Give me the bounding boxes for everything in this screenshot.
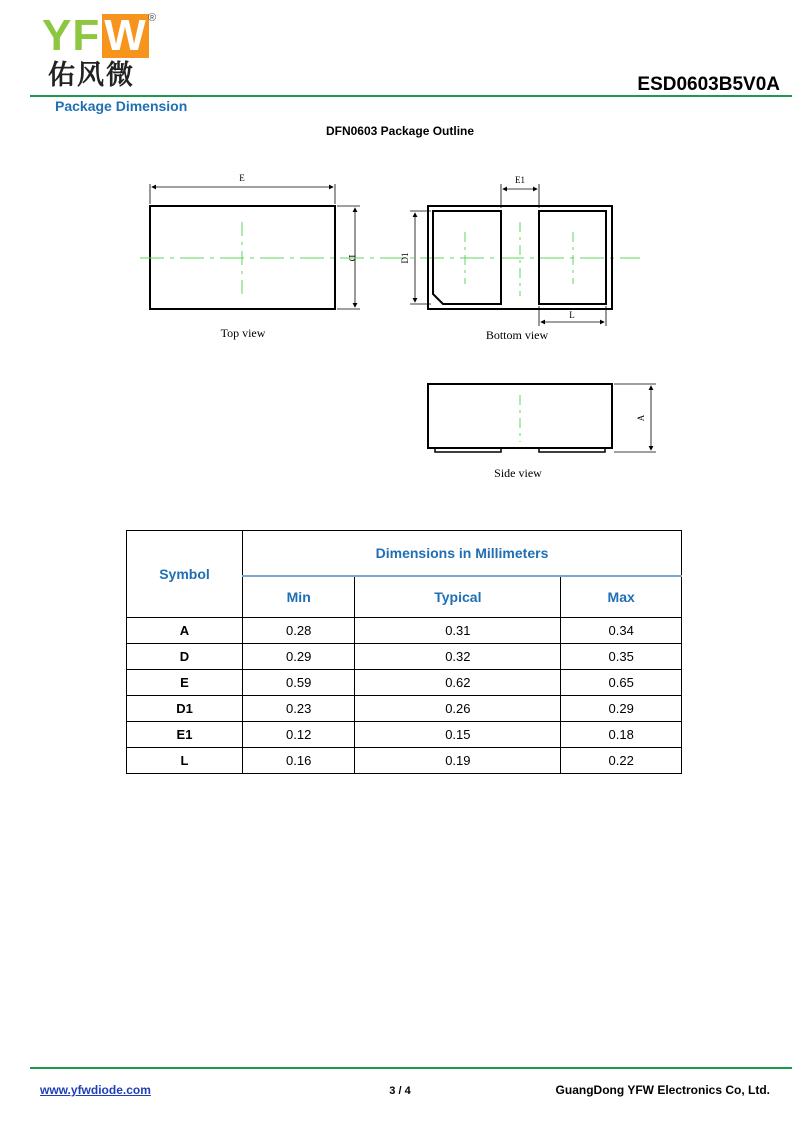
typical-cell: 0.62 [355,670,561,696]
section-title: Package Dimension [55,98,188,114]
min-cell: 0.23 [243,696,355,722]
top-view [150,173,360,340]
table-row [127,748,682,774]
package-outline-drawing [0,0,800,500]
label-d1: D1 [400,252,410,264]
symbol-cell: E [127,670,243,696]
min-cell: 0.16 [243,748,355,774]
bottom-view-caption: Bottom view [485,328,549,342]
typical-cell: 0.19 [355,748,561,774]
typical-cell: 0.26 [355,696,561,722]
label-l: L [569,310,575,320]
outline-title: DFN0603 Package Outline [325,124,475,138]
max-cell: 0.22 [561,748,682,774]
top-view-caption: Top view [220,326,266,340]
typical-cell: 0.15 [355,722,561,748]
min-cell: 0.59 [243,670,355,696]
max-cell: 0.18 [561,722,682,748]
footer-divider [30,1067,792,1069]
logo-chinese-name: 佑风微 [48,60,135,91]
table-row [127,722,682,748]
label-e: E [239,173,245,183]
table-row [127,644,682,670]
min-header: Min [243,576,355,618]
dimensions-group-header: Dimensions in Millimeters [243,531,682,577]
registered-mark: ® [148,12,157,24]
side-view-caption: Side view [494,466,542,480]
typical-cell: 0.31 [355,618,561,644]
table-row [127,618,682,644]
min-cell: 0.28 [243,618,355,644]
dimensions-table [126,530,682,774]
logo-latin-yf: YF [42,11,101,60]
label-e1: E1 [515,175,525,185]
symbol-cell: A [127,618,243,644]
typical-cell: 0.32 [355,644,561,670]
max-header: Max [561,576,682,618]
logo-latin-w: W [104,11,147,60]
label-d: D [347,254,357,262]
max-cell: 0.65 [561,670,682,696]
min-cell: 0.29 [243,644,355,670]
symbol-cell: L [127,748,243,774]
side-view [428,384,656,480]
table-row [127,696,682,722]
company-name: GuangDong YFW Electronics Co, Ltd. [555,1083,770,1097]
label-a: A [636,414,646,422]
min-cell: 0.12 [243,722,355,748]
symbol-cell: D [127,644,243,670]
max-cell: 0.34 [561,618,682,644]
page-number: 3 / 4 [389,1085,411,1097]
max-cell: 0.29 [561,696,682,722]
website-link[interactable]: www.yfwdiode.com [40,1083,151,1097]
symbol-cell: E1 [127,722,243,748]
typical-header: Typical [355,576,561,618]
symbol-cell: D1 [127,696,243,722]
symbol-header: Symbol [127,531,243,618]
part-number: ESD0603B5V0A [637,74,780,95]
table-row [127,670,682,696]
max-cell: 0.35 [561,644,682,670]
